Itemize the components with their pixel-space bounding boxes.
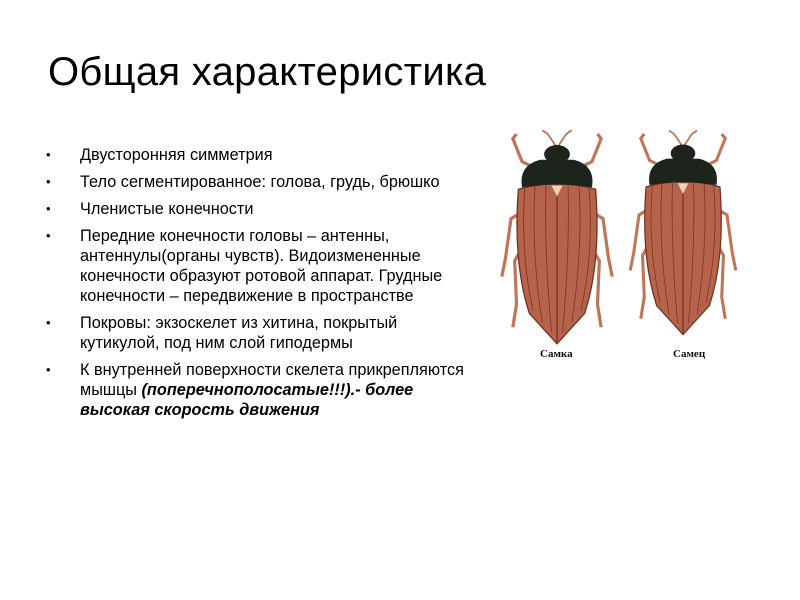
bullet-text: К внутренней поверхности скелета прикрепляются мышцы xyxy=(80,361,464,399)
bullet-list xyxy=(46,145,466,427)
bullet-dot-icon: • xyxy=(46,201,51,216)
bullet-item xyxy=(46,145,466,165)
bullet-dot-icon: • xyxy=(46,147,51,162)
bullet-item xyxy=(46,313,466,353)
bullet-text: Тело сегментированное: голова, грудь, брюшко xyxy=(80,173,440,191)
male-beetle-icon xyxy=(630,130,736,334)
beetle-svg xyxy=(495,108,745,368)
bullet-dot-icon: • xyxy=(46,362,51,377)
bullet-item xyxy=(46,226,466,306)
female-beetle-icon xyxy=(502,130,612,343)
bullet-text: Передние конечности головы – антенны, антеннулы(органы чувств). Видоизмененные конечности образуют ротовой аппарат. Грудные конечности – передвижение в пространстве xyxy=(80,227,443,305)
bullet-text: Покровы: экзоскелет из хитина, покрытый кутикулой, под ним слой гиподермы xyxy=(80,314,398,352)
bullet-text: Двусторонняя симметрия xyxy=(80,146,273,164)
beetle-illustration xyxy=(495,108,745,368)
bullet-item xyxy=(46,199,466,219)
bullet-dot-icon: • xyxy=(46,315,51,330)
bullet-item xyxy=(46,360,466,420)
bullet-item xyxy=(46,172,466,192)
bullet-dot-icon: • xyxy=(46,228,51,243)
bullet-dot-icon: • xyxy=(46,174,51,189)
slide-title: Общая характеристика xyxy=(48,50,487,94)
female-label: Самка xyxy=(540,348,573,360)
male-label: Самец xyxy=(673,348,706,360)
bullet-emphasis: (поперечнополосатые!!!).- более высокая скорость движения xyxy=(80,381,414,419)
bullet-text: Членистые конечности xyxy=(80,200,254,218)
